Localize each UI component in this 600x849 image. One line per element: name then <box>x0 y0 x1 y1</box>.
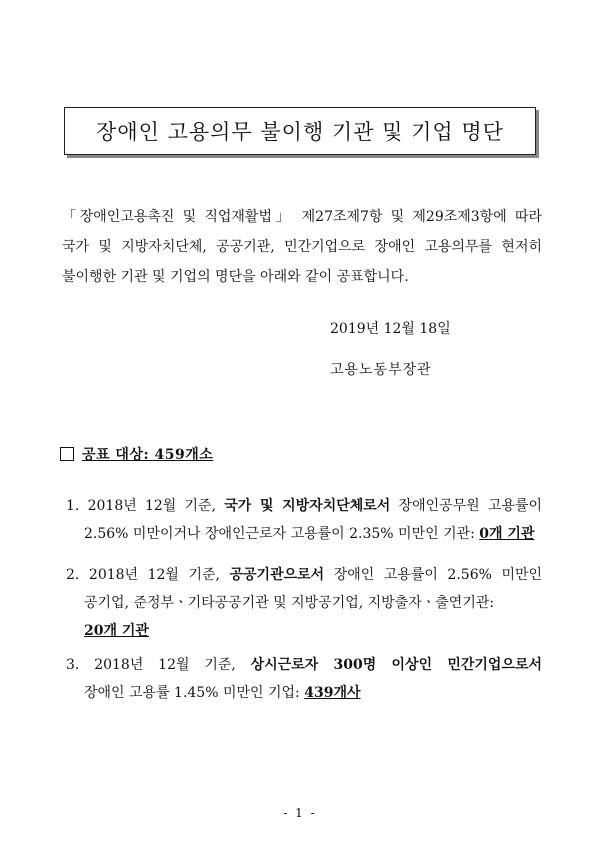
intro-paragraph <box>62 202 542 292</box>
item-text: 장애인 고용률 1.45% 미만인 기업: <box>84 685 305 701</box>
item-text: 2018년 12월 기준, <box>94 657 251 673</box>
intro-line-3: 불이행한 기관 및 기업의 명단을 아래와 같이 공표합니다. <box>62 269 409 285</box>
item-number: 1. <box>66 498 80 514</box>
list-item-2-line-2: 공기업, 준정부ㆍ기타공공기관 및 지방공기업, 지방출자ㆍ출연기관: <box>84 595 495 611</box>
announcement-date: 2019년 12월 18일 <box>330 321 451 337</box>
item-number: 3. <box>66 657 80 673</box>
list-item-3-line-2 <box>66 679 542 707</box>
item-subject: 공공기관으로서 <box>229 567 325 583</box>
list-item-1-line-1 <box>66 492 542 520</box>
list-item-2-line-1 <box>66 561 542 589</box>
item-count: 0개 기관 <box>479 526 535 542</box>
list-item-3 <box>66 651 542 707</box>
list-item-1 <box>66 492 542 548</box>
section-label: 공표 대상: 459개소 <box>82 447 214 463</box>
list-item-3-line-1 <box>66 651 542 679</box>
title-box <box>64 107 536 155</box>
item-text: 장애인공무원 고용률이 <box>390 498 543 514</box>
page-number: - 1 - <box>283 806 317 820</box>
intro-line-2: 국가 및 지방자치단체, 공공기관, 민간기업으로 장애인 고용의무를 현저히 <box>62 239 542 255</box>
item-text: 2.56% 미만이거나 장애인근로자 고용률이 2.35% 미만인 기관: <box>84 526 480 542</box>
section-heading <box>60 444 213 464</box>
item-text: 2018년 12월 기준, <box>88 567 230 583</box>
intro-line-1: 「장애인고용촉진 및 직업재활법」 제27조제7항 및 제29조제3항에 따라 <box>62 209 542 225</box>
page-title: 장애인 고용의무 불이행 기관 및 기업 명단 <box>96 120 504 144</box>
list-item-2 <box>66 561 542 645</box>
item-text: 장애인 고용률이 2.56% 미만인 <box>324 567 543 583</box>
list-item-1-line-2 <box>66 520 542 548</box>
item-count: 20개 기관 <box>84 623 149 639</box>
item-count: 439개사 <box>304 685 361 701</box>
item-number: 2. <box>66 567 80 583</box>
item-subject: 국가 및 지방자치단체로서 <box>224 498 391 514</box>
list-item-2-line-3 <box>66 617 542 645</box>
item-text: 2018년 12월 기준, <box>87 498 225 514</box>
item-subject: 상시근로자 300명 이상인 민간기업으로서 <box>250 657 543 673</box>
issuer-ministry: 고용노동부장관 <box>330 362 432 378</box>
square-bullet-icon <box>60 447 74 461</box>
